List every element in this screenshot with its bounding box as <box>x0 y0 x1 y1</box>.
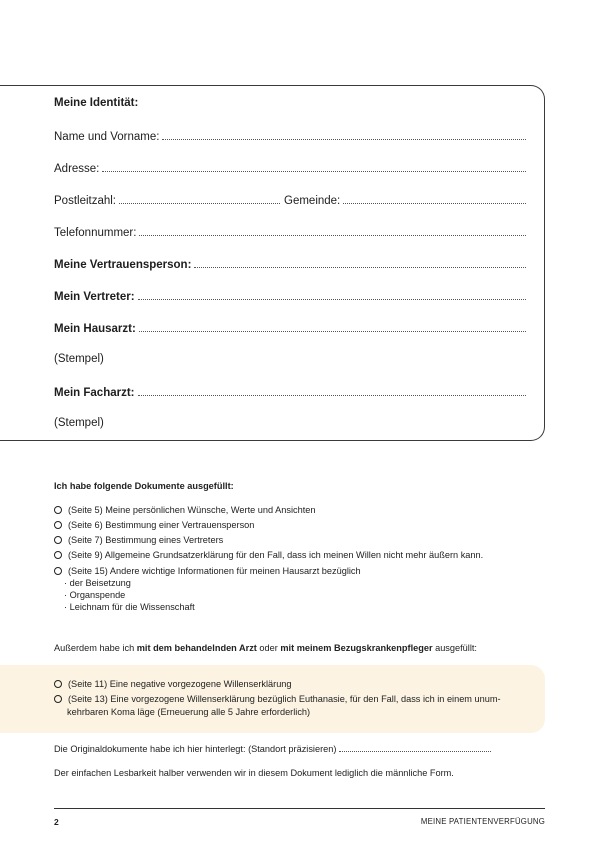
municipality-field[interactable] <box>284 191 526 207</box>
postal-dotted-line[interactable] <box>119 203 280 204</box>
specialist-field[interactable] <box>54 383 526 399</box>
additionally-bold2: mit meinem Bezugskrankenpfleger <box>280 643 433 653</box>
phone-field[interactable] <box>54 223 526 239</box>
document-item[interactable] <box>54 520 254 530</box>
checkbox-circle-icon[interactable] <box>54 680 62 688</box>
additionally-bold1: mit dem behandelnden Arzt <box>136 643 257 653</box>
document-item-label: (Seite 6) Bestimmung einer Vertrauensperson <box>68 520 255 530</box>
document-item-label: (Seite 7) Bestimmung eines Vertreters <box>68 535 224 545</box>
gp-dotted-line[interactable] <box>139 331 526 332</box>
checkbox-circle-icon[interactable] <box>54 567 62 575</box>
representative-dotted-line[interactable] <box>138 299 526 300</box>
document-subitem: · Organspende <box>64 590 126 600</box>
name-dotted-line[interactable] <box>162 139 526 140</box>
gp-field[interactable] <box>54 319 526 335</box>
page-number: 2 <box>54 817 59 827</box>
specialist-stamp: (Stempel) <box>54 417 104 429</box>
doctor-document-label: (Seite 11) Eine negative vorgezogene Willenserklärung <box>68 679 292 689</box>
specialist-label: Mein Facharzt: <box>54 387 135 399</box>
phone-dotted-line[interactable] <box>139 235 526 236</box>
checkbox-circle-icon[interactable] <box>54 551 62 559</box>
footer-title: MEINE PATIENTENVERFÜGUNG <box>420 817 545 826</box>
checkbox-circle-icon[interactable] <box>54 506 62 514</box>
doctor-document-label: (Seite 13) Eine vorgezogene Willenserklärung bezüglich Euthanasie, für den Fall, dass ich in einem unum- <box>68 694 501 704</box>
document-item-label: (Seite 15) Andere wichtige Informationen für meinen Hausarzt bezüglich <box>68 566 361 576</box>
document-item-label: (Seite 9) Allgemeine Grundsatzerklärung für den Fall, dass ich meinen Willen nicht mehr äußern kann. <box>68 550 484 560</box>
checkbox-circle-icon[interactable] <box>54 695 62 703</box>
checkbox-circle-icon[interactable] <box>54 536 62 544</box>
trusted-person-label: Meine Vertrauensperson: <box>54 259 192 271</box>
postal-field[interactable] <box>54 191 280 207</box>
checkbox-circle-icon[interactable] <box>54 521 62 529</box>
gp-label: Mein Hausarzt: <box>54 323 136 335</box>
trusted-person-field[interactable] <box>54 255 526 271</box>
representative-label: Mein Vertreter: <box>54 291 135 303</box>
document-item-label: (Seite 5) Meine persönlichen Wünsche, Werte und Ansichten <box>68 505 316 515</box>
document-item[interactable] <box>54 566 361 576</box>
document-item[interactable] <box>54 550 483 560</box>
document-subitem: · der Beisetzung <box>64 578 131 588</box>
municipality-dotted-line[interactable] <box>343 203 526 204</box>
gender-note: Der einfachen Lesbarkeit halber verwenden wir in diesem Dokument lediglich die männliche Form. <box>54 768 454 778</box>
originals-dotted-line[interactable] <box>339 751 491 752</box>
name-field[interactable] <box>54 127 526 143</box>
document-subitem: · Leichnam für die Wissenschaft <box>64 602 195 612</box>
document-item[interactable] <box>54 505 316 515</box>
representative-field[interactable] <box>54 287 526 303</box>
doctor-document-label-continued: kehrbaren Koma läge (Erneuerung alle 5 Jahre erforderlich) <box>67 707 311 717</box>
address-label: Adresse: <box>54 163 100 175</box>
originals-label: Die Originaldokumente habe ich hier hinterlegt: (Standort präzisieren) <box>54 744 337 754</box>
originals-field[interactable] <box>54 744 524 754</box>
additionally-part1: Außerdem habe ich <box>54 643 137 653</box>
trusted-person-dotted-line[interactable] <box>194 267 526 268</box>
document-item[interactable] <box>54 535 223 545</box>
specialist-dotted-line[interactable] <box>138 395 526 396</box>
doctor-document-item[interactable] <box>54 679 292 689</box>
footer-divider <box>54 808 545 809</box>
identity-heading: Meine Identität: <box>54 97 139 109</box>
gp-stamp: (Stempel) <box>54 353 104 365</box>
documents-heading: Ich habe folgende Dokumente ausgefüllt: <box>54 481 234 491</box>
name-label: Name und Vorname: <box>54 131 160 143</box>
doctor-document-item[interactable] <box>54 694 501 704</box>
phone-label: Telefonnummer: <box>54 227 137 239</box>
address-field[interactable] <box>54 159 526 175</box>
municipality-label: Gemeinde: <box>284 195 341 207</box>
additionally-part3: ausgefüllt: <box>432 643 477 653</box>
address-dotted-line[interactable] <box>102 171 526 172</box>
additionally-part2: oder <box>256 643 281 653</box>
additionally-text <box>54 643 477 653</box>
postal-label: Postleitzahl: <box>54 195 117 207</box>
